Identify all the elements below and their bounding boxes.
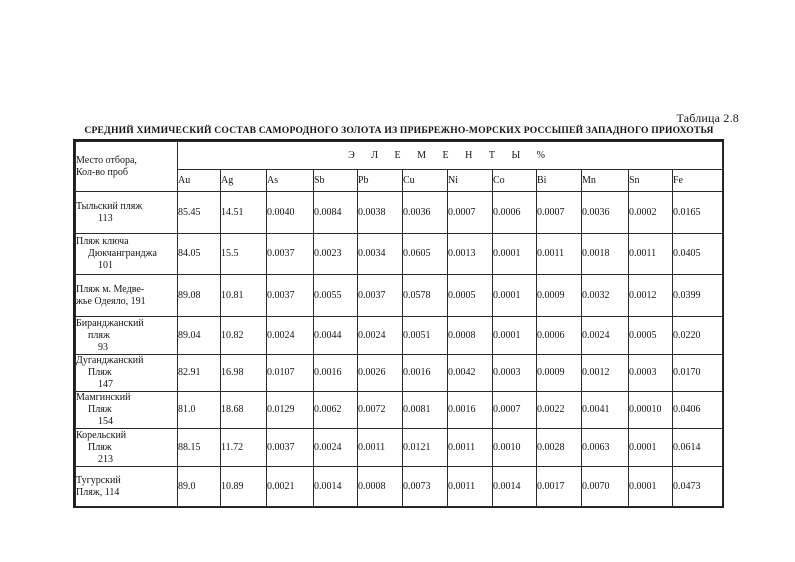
value-cell-sn: 0.0001 xyxy=(629,467,673,507)
value-cell-au: 89.04 xyxy=(178,317,221,355)
location-cell xyxy=(76,275,178,317)
value-cell-cu: 0.0081 xyxy=(403,392,448,429)
value-cell-pb: 0.0026 xyxy=(358,355,403,392)
location-header-line: Место отбора, xyxy=(76,154,137,166)
table-row xyxy=(76,275,723,317)
value-cell-ni: 0.0008 xyxy=(448,317,493,355)
table-row xyxy=(76,192,723,234)
value-cell-sb: 0.0062 xyxy=(314,392,358,429)
location-line: Мамгинский xyxy=(76,392,131,403)
value-cell-mn: 0.0012 xyxy=(582,355,629,392)
value-cell-ni: 0.0013 xyxy=(448,234,493,275)
location-cell xyxy=(76,234,178,275)
value-cell-ag: 11.72 xyxy=(221,429,267,467)
value-cell-ag: 15.5 xyxy=(221,234,267,275)
value-cell-sb: 0.0084 xyxy=(314,192,358,234)
location-line: 213 xyxy=(98,453,113,465)
value-cell-au: 81.0 xyxy=(178,392,221,429)
value-cell-as: 0.0129 xyxy=(267,392,314,429)
value-cell-bi: 0.0007 xyxy=(537,192,582,234)
value-cell-fe: 0.0406 xyxy=(673,392,723,429)
table-row xyxy=(76,317,723,355)
value-cell-fe: 0.0473 xyxy=(673,467,723,507)
value-cell-sb: 0.0024 xyxy=(314,429,358,467)
value-cell-cu: 0.0605 xyxy=(403,234,448,275)
location-line: Корельский xyxy=(76,429,127,441)
value-cell-ag: 10.82 xyxy=(221,317,267,355)
value-cell-bi: 0.0009 xyxy=(537,275,582,317)
location-cell xyxy=(76,317,178,355)
value-cell-sb: 0.0023 xyxy=(314,234,358,275)
value-cell-fe: 0.0165 xyxy=(673,192,723,234)
value-cell-as: 0.0021 xyxy=(267,467,314,507)
location-line: Дюкчангранджа xyxy=(88,248,157,259)
value-cell-au: 85.45 xyxy=(178,192,221,234)
location-line: 154 xyxy=(98,416,113,427)
value-cell-mn: 0.0032 xyxy=(582,275,629,317)
value-cell-bi: 0.0028 xyxy=(537,429,582,467)
value-cell-mn: 0.0024 xyxy=(582,317,629,355)
location-cell xyxy=(76,355,178,392)
table-row xyxy=(76,234,723,275)
value-cell-bi: 0.0017 xyxy=(537,467,582,507)
value-cell-sb: 0.0014 xyxy=(314,467,358,507)
element-header-mn: Mn xyxy=(582,170,629,192)
value-cell-sn: 0.0001 xyxy=(629,429,673,467)
element-header-ag: Ag xyxy=(221,170,267,192)
elements-group-header: Э Л Е М Е Н Т Ы % xyxy=(178,142,723,170)
value-cell-as: 0.0037 xyxy=(267,234,314,275)
value-cell-ni: 0.0042 xyxy=(448,355,493,392)
composition-table xyxy=(75,141,723,507)
value-cell-pb: 0.0038 xyxy=(358,192,403,234)
value-cell-pb: 0.0011 xyxy=(358,429,403,467)
value-cell-au: 88.15 xyxy=(178,429,221,467)
value-cell-cu: 0.0016 xyxy=(403,355,448,392)
value-cell-mn: 0.0036 xyxy=(582,192,629,234)
value-cell-ni: 0.0011 xyxy=(448,467,493,507)
value-cell-co: 0.0001 xyxy=(493,234,537,275)
location-line: Дуганджанский xyxy=(76,355,144,366)
value-cell-fe: 0.0220 xyxy=(673,317,723,355)
value-cell-cu: 0.0073 xyxy=(403,467,448,507)
value-cell-fe: 0.0614 xyxy=(673,429,723,467)
element-header-co: Co xyxy=(493,170,537,192)
element-header-cu: Cu xyxy=(403,170,448,192)
location-column-header xyxy=(76,142,178,192)
element-header-au: Au xyxy=(178,170,221,192)
value-cell-ni: 0.0016 xyxy=(448,392,493,429)
value-cell-sn: 0.0003 xyxy=(629,355,673,392)
value-cell-fe: 0.0170 xyxy=(673,355,723,392)
value-cell-ni: 0.0007 xyxy=(448,192,493,234)
value-cell-as: 0.0040 xyxy=(267,192,314,234)
location-line: Тыльский пляж xyxy=(76,200,143,212)
value-cell-bi: 0.0011 xyxy=(537,234,582,275)
value-cell-sn: 0.0011 xyxy=(629,234,673,275)
value-cell-ag: 16.98 xyxy=(221,355,267,392)
location-line: 101 xyxy=(98,260,113,271)
value-cell-au: 89.0 xyxy=(178,467,221,507)
value-cell-sn: 0.0012 xyxy=(629,275,673,317)
value-cell-bi: 0.0022 xyxy=(537,392,582,429)
value-cell-pb: 0.0008 xyxy=(358,467,403,507)
value-cell-sn: 0.0002 xyxy=(629,192,673,234)
element-header-sb: Sb xyxy=(314,170,358,192)
value-cell-ag: 18.68 xyxy=(221,392,267,429)
element-header-bi: Bi xyxy=(537,170,582,192)
location-line: Пляж xyxy=(88,367,112,378)
value-cell-co: 0.0001 xyxy=(493,317,537,355)
table-row xyxy=(76,467,723,507)
value-cell-sb: 0.0055 xyxy=(314,275,358,317)
value-cell-cu: 0.0051 xyxy=(403,317,448,355)
value-cell-au: 84.05 xyxy=(178,234,221,275)
value-cell-fe: 0.0399 xyxy=(673,275,723,317)
element-header-ni: Ni xyxy=(448,170,493,192)
element-header-pb: Pb xyxy=(358,170,403,192)
value-cell-co: 0.0001 xyxy=(493,275,537,317)
location-line: 147 xyxy=(98,379,113,390)
table-row xyxy=(76,392,723,429)
table-row xyxy=(76,355,723,392)
value-cell-sn: 0.0005 xyxy=(629,317,673,355)
value-cell-co: 0.0003 xyxy=(493,355,537,392)
value-cell-as: 0.0037 xyxy=(267,429,314,467)
location-line: 93 xyxy=(98,341,108,353)
value-cell-bi: 0.0009 xyxy=(537,355,582,392)
location-line: Биранджанский xyxy=(76,317,144,329)
value-cell-mn: 0.0063 xyxy=(582,429,629,467)
value-cell-co: 0.0010 xyxy=(493,429,537,467)
table-number: Таблица 2.8 xyxy=(676,111,739,125)
value-cell-cu: 0.0121 xyxy=(403,429,448,467)
value-cell-mn: 0.0018 xyxy=(582,234,629,275)
location-line: Пляж xyxy=(88,404,112,415)
value-cell-cu: 0.0578 xyxy=(403,275,448,317)
element-header-sn: Sn xyxy=(629,170,673,192)
location-line: жье Одеяло, 191 xyxy=(76,295,146,307)
location-line: Пляж ключа xyxy=(76,236,129,247)
value-cell-pb: 0.0034 xyxy=(358,234,403,275)
value-cell-co: 0.0006 xyxy=(493,192,537,234)
value-cell-mn: 0.0041 xyxy=(582,392,629,429)
value-cell-ni: 0.0005 xyxy=(448,275,493,317)
location-line: пляж xyxy=(88,329,110,341)
value-cell-cu: 0.0036 xyxy=(403,192,448,234)
value-cell-as: 0.0107 xyxy=(267,355,314,392)
table-title: СРЕДНИЙ ХИМИЧЕСКИЙ СОСТАВ САМОРОДНОГО ЗОЛОТА ИЗ ПРИБРЕЖНО-МОРСКИХ РОССЫПЕЙ ЗАПАДНОГО ПРИОХОТЬЯ xyxy=(84,125,714,136)
value-cell-sn: 0.00010 xyxy=(629,392,673,429)
location-line: 113 xyxy=(98,212,113,224)
location-line: Пляж xyxy=(88,441,112,453)
location-line: Пляж м. Медве- xyxy=(76,283,145,295)
location-line: Тугурский xyxy=(76,474,121,486)
value-cell-au: 89.08 xyxy=(178,275,221,317)
value-cell-au: 82.91 xyxy=(178,355,221,392)
value-cell-ag: 14.51 xyxy=(221,192,267,234)
header-row-title xyxy=(76,142,723,170)
count-header-line: Кол-во проб xyxy=(76,166,128,178)
table-row xyxy=(76,429,723,467)
value-cell-ag: 10.89 xyxy=(221,467,267,507)
value-cell-ni: 0.0011 xyxy=(448,429,493,467)
value-cell-pb: 0.0024 xyxy=(358,317,403,355)
value-cell-co: 0.0014 xyxy=(493,467,537,507)
value-cell-mn: 0.0070 xyxy=(582,467,629,507)
value-cell-sb: 0.0044 xyxy=(314,317,358,355)
location-cell xyxy=(76,429,178,467)
element-header-as: As xyxy=(267,170,314,192)
value-cell-as: 0.0024 xyxy=(267,317,314,355)
value-cell-pb: 0.0037 xyxy=(358,275,403,317)
location-cell xyxy=(76,467,178,507)
value-cell-co: 0.0007 xyxy=(493,392,537,429)
value-cell-ag: 10.81 xyxy=(221,275,267,317)
element-header-fe: Fe xyxy=(673,170,723,192)
value-cell-fe: 0.0405 xyxy=(673,234,723,275)
location-cell xyxy=(76,392,178,429)
value-cell-as: 0.0037 xyxy=(267,275,314,317)
value-cell-sb: 0.0016 xyxy=(314,355,358,392)
value-cell-pb: 0.0072 xyxy=(358,392,403,429)
location-line: Пляж, 114 xyxy=(76,486,120,498)
location-cell xyxy=(76,192,178,234)
value-cell-bi: 0.0006 xyxy=(537,317,582,355)
